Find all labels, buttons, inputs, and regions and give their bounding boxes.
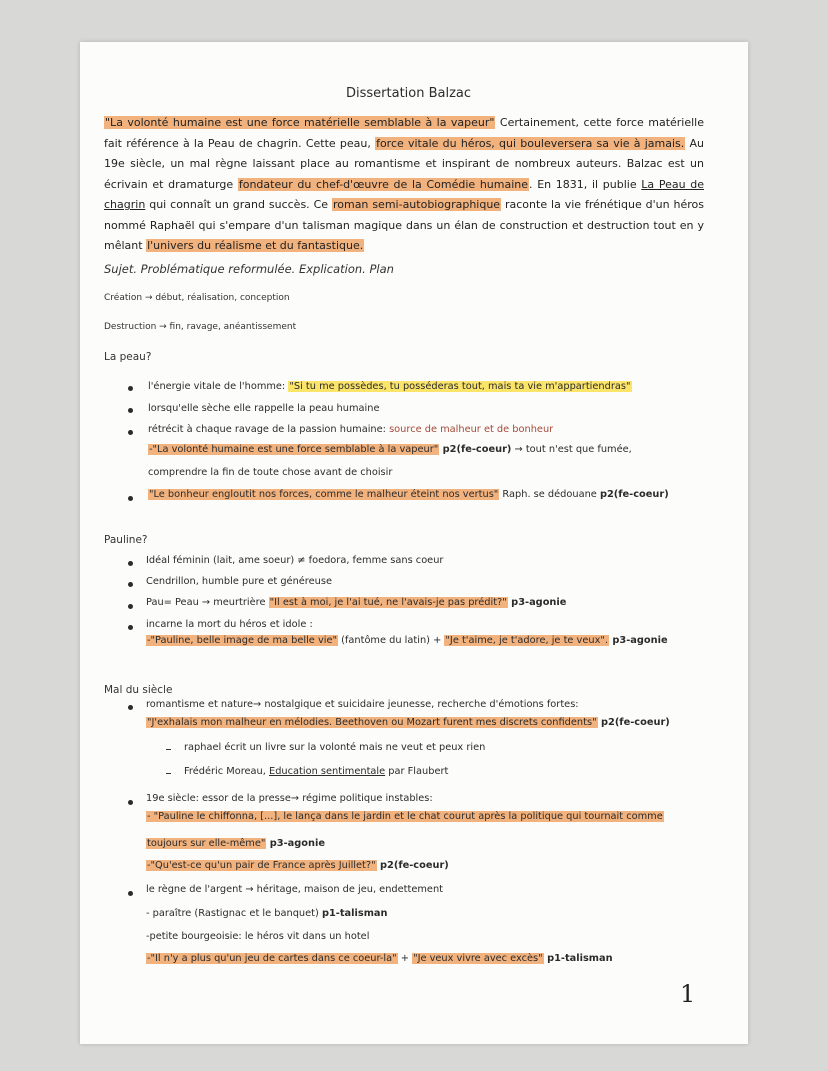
list-item-note: comprendre la fin de toute chose avant de choisir <box>148 467 393 478</box>
quote-highlight: roman semi-autobiographique <box>332 198 501 211</box>
definition-destruction: Destruction → fin, ravage, anéantissement <box>104 322 297 332</box>
quote-highlight: -"Il n'y a plus qu'un jeu de cartes dans ce coeur-la" <box>147 953 397 964</box>
sub-list-item: - paraître (Rastignac et le banquet) p1-talisman <box>146 908 388 919</box>
bullet-icon <box>128 891 133 896</box>
intro-text: qui connaît un grand succès. Ce <box>145 198 332 211</box>
list-item-quote: -"Il n'y a plus qu'un jeu de cartes dans ce coeur-la" + "Je veux vivre avec excès" p1-talisman <box>147 953 613 964</box>
sub-list-item: -petite bourgeoisie: le héros vit dans un hotel <box>146 931 370 942</box>
list-item: Cendrillon, humble pure et généreuse <box>146 576 332 587</box>
intro-text: Certainement, cette force matérielle fait référence à la Peau de chagrin. Cette peau, <box>104 116 704 150</box>
bullet-icon <box>128 408 133 413</box>
book-title: La Peau de chagrin <box>104 177 704 211</box>
quote-highlight: l'univers du réalisme et du fantastique. <box>147 239 364 252</box>
bullet-icon <box>128 386 133 391</box>
list-item-quote: -"La volonté humaine est une force semblable à la vapeur" p2(fe-coeur) → tout n'est que fumée, <box>149 444 632 455</box>
quote-highlight: -"Qu'est-ce qu'un pair de France après Juillet?" <box>147 860 376 871</box>
list-item-quote: -"Pauline, belle image de ma belle vie" (fantôme du latin) + "Je t'aime, je t'adore, je te veux". p3-agonie <box>147 635 668 646</box>
quote-highlight: -"La volonté humaine est une force semblable à la vapeur" <box>149 444 439 455</box>
dash-icon <box>166 773 171 774</box>
intro-text: . En 1831, il publie <box>529 177 642 191</box>
bullet-icon <box>128 705 133 710</box>
section-heading-pauline: Pauline? <box>104 534 148 546</box>
bullet-icon <box>128 430 133 435</box>
quote-highlight: "Je t'aime, je t'adore, je te veux". <box>445 635 608 646</box>
page-reference: p2(fe-coeur) <box>599 489 669 500</box>
quote-highlight: "Je veux vivre avec excès" <box>413 953 543 964</box>
page-reference: p1-talisman <box>543 953 613 964</box>
quote-highlight: "Le bonheur engloutit nos forces, comme le malheur éteint nos vertus" <box>149 489 499 500</box>
list-item: Pau= Peau → meurtrière "Il est à moi, je l'ai tué, ne l'avais-je pas prédit?" p3-agonie <box>146 597 567 608</box>
list-item: "Le bonheur engloutit nos forces, comme le malheur éteint nos vertus" Raph. se dédouane p2(fe-coeur) <box>149 489 669 500</box>
list-item-quote <box>146 860 449 871</box>
quote-highlight: -"Pauline, belle image de ma belle vie" <box>147 635 337 646</box>
list-item-quote <box>146 717 670 728</box>
sub-list-item: Frédéric Moreau, Education sentimentale par Flaubert <box>184 766 449 777</box>
definition-creation: Création → début, réalisation, conception <box>104 293 290 303</box>
page-reference: p3-agonie <box>507 597 567 608</box>
quote-highlight: "La volonté humaine est une force matérielle semblable à la vapeur" <box>105 116 495 129</box>
quote-highlight: "Il est à moi, je l'ai tué, ne l'avais-je pas prédit?" <box>269 597 507 608</box>
list-item: romantisme et nature→ nostalgique et suicidaire jeunesse, recherche d'émotions fortes: <box>146 699 579 710</box>
list-item: 19e siècle: essor de la presse→ régime politique instables: <box>146 793 433 804</box>
dash-icon <box>166 749 171 750</box>
sub-list-item: raphael écrit un livre sur la volonté mais ne veut et peux rien <box>184 742 486 753</box>
intro-text: raconte la vie frénétique d'un héros nommé Raphaël qui s'empare d'un talisman magique dans un élan de construction et destruction tout en y mêlant <box>104 198 705 252</box>
section-heading-mal-du-siecle: Mal du siècle <box>104 684 173 696</box>
bullet-icon <box>128 625 133 630</box>
page-reference: p3-agonie <box>266 838 325 849</box>
quote-highlight: toujours sur elle-même" <box>147 838 266 849</box>
bullet-icon <box>128 800 133 805</box>
subject-line: Sujet. Problématique reformulée. Explication. Plan <box>104 262 394 276</box>
red-note: source de malheur et de bonheur <box>389 424 554 435</box>
page-reference: p1-talisman <box>321 908 388 919</box>
bullet-icon <box>128 496 133 501</box>
page-number: 1 <box>680 980 696 1008</box>
intro-paragraph <box>104 113 704 257</box>
bullet-icon <box>128 561 133 566</box>
list-item: incarne la mort du héros et idole : <box>146 619 313 630</box>
bullet-icon <box>128 604 133 609</box>
quote-highlight: "Si tu me possèdes, tu posséderas tout, mais ta vie m'appartiendras" <box>289 381 631 392</box>
quote-highlight: force vitale du héros, qui bouleversera sa vie à jamais. <box>376 136 685 150</box>
quote-highlight: fondateur du chef-d'œuvre de la Comédie humaine <box>238 177 529 191</box>
list-item: le règne de l'argent → héritage, maison de jeu, endettement <box>146 884 443 895</box>
section-heading-peau: La peau? <box>104 351 152 363</box>
quote-highlight: - "Pauline le chiffonna, [...], le lança dans le jardin et le chat courut après la politique qui tournait comme <box>147 811 663 822</box>
list-item: rétrécit à chaque ravage de la passion humaine: source de malheur et de bonheur <box>148 424 554 435</box>
list-item: lorsqu'elle sèche elle rappelle la peau humaine <box>148 403 380 414</box>
quote-highlight: "J'exhalais mon malheur en mélodies. Beethoven ou Mozart furent mes discrets confidents" <box>147 717 597 728</box>
bullet-icon <box>128 582 133 587</box>
page-reference: p3-agonie <box>609 635 668 646</box>
list-item: Idéal féminin (lait, ame soeur) ≠ foedora, femme sans coeur <box>146 555 444 566</box>
list-item-quote <box>146 811 664 822</box>
page-reference: p2(fe-coeur) <box>597 717 670 728</box>
list-item: l'énergie vitale de l'homme: "Si tu me possèdes, tu posséderas tout, mais ta vie m'appartiendras" <box>148 381 631 392</box>
book-title: Education sentimentale <box>269 766 386 777</box>
intro-text: Au 19e siècle, un mal règne laissant place au romantisme et inspirant de nombreux auteurs. Balzac est un écrivain et dramaturge <box>104 136 704 191</box>
list-item-quote <box>146 838 325 849</box>
page-reference: p2(fe-coeur) <box>376 860 449 871</box>
document-title: Dissertation Balzac <box>346 86 472 101</box>
page-reference: p2(fe-coeur) <box>439 444 512 455</box>
